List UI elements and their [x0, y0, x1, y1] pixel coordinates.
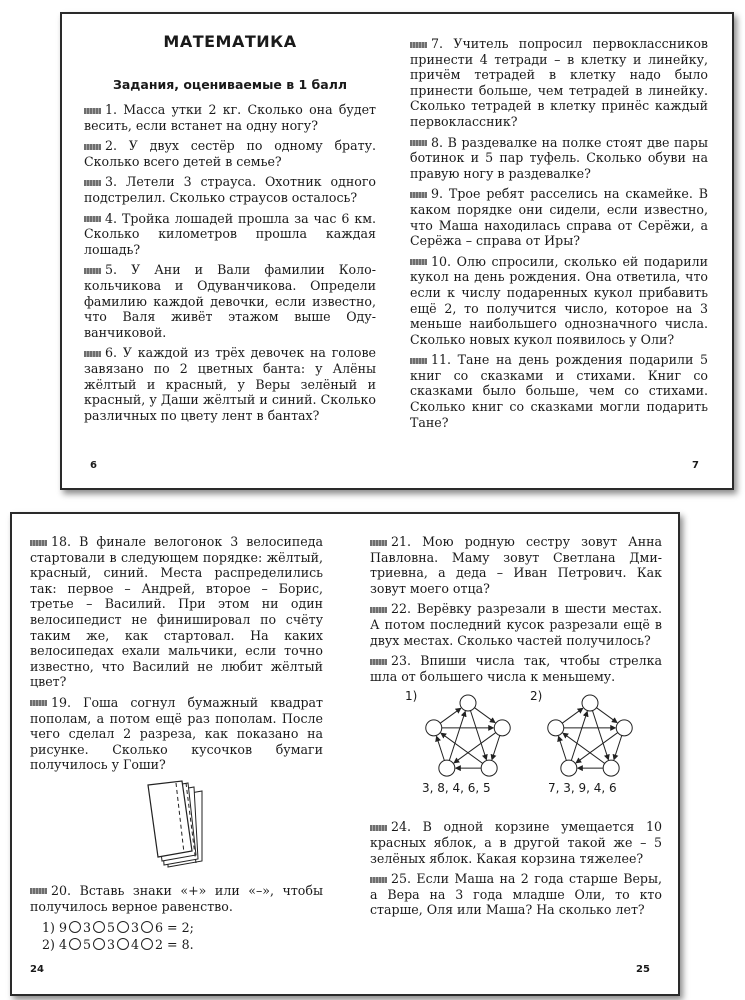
task-marker-icon	[84, 268, 101, 274]
task-item: 5. У Ани и Вали фамилии Колокольчикова и Одуванчикова. Определи фамилию каждой девочки, если известно, что Валя живёт этажом выше Одуванчиковой.	[84, 262, 376, 340]
equation-1: 1) 9 3 5 3 6 = 2;	[42, 920, 194, 936]
task-marker-icon	[370, 877, 387, 883]
page-title: МАТЕМАТИКА	[163, 32, 297, 51]
top-spread	[60, 12, 734, 490]
task-marker-icon	[370, 540, 387, 546]
task-item: 8. В раздевалке на полке стоят две пары ботинок и 5 пар туфель. Сколько обуви на правую ногу в раздевалке?	[410, 134, 708, 181]
equation-2: 2) 4 5 3 4 2 = 8.	[42, 937, 194, 953]
page-6	[84, 32, 376, 428]
task-marker-icon	[370, 659, 387, 665]
task-20: 20. Вставь знаки «+» или «–», чтобы получилось верное равенство.	[30, 882, 323, 914]
task-marker-icon	[30, 540, 47, 546]
graph-diagrams	[370, 689, 662, 801]
graph-arrow	[437, 737, 445, 761]
task-item: 21. Мою родную сестру зовут Анна Павловна. Маму зовут Светлана Дмитриевна, а деда – Иван Петрович. Как зовут моего отца?	[370, 534, 662, 596]
sign-slot[interactable]	[117, 921, 129, 933]
page-24	[30, 534, 323, 953]
graph-arrow	[470, 711, 486, 760]
graph-arrow	[492, 736, 500, 760]
sign-slot[interactable]	[141, 938, 153, 950]
task-marker-icon	[370, 607, 387, 613]
graph-arrow	[563, 734, 605, 764]
task-19: 19. Гоша согнул бумажный квадрат пополам, а потом ещё раз пополам. После чего сделал 2 разреза, как показано на рисунке. Сколько кусочков бумаги получилось у Гоши?	[30, 694, 323, 773]
task-marker-icon	[410, 140, 427, 146]
task-marker-icon	[84, 180, 101, 186]
diagram-1-numbers: 3, 8, 4, 6, 5	[422, 781, 491, 796]
page-number-24: 24	[30, 964, 44, 975]
task-item: 6. У каждой из трёх девочек на голове завязано по 2 цветных банта: у Алёны жёлтый и красный, у Веры зелёный и красный, у Даши жёлтый и синий. Сколько различных по цвету лент в бантах?	[84, 345, 376, 423]
task-marker-icon	[410, 42, 427, 48]
task-marker-icon	[410, 259, 427, 265]
task-item: 25. Если Маша на 2 года старше Веры, а Вера на 3 года младше Оли, то кто старше, Оля или Маша? На сколько лет?	[370, 871, 662, 918]
graph-arrow	[596, 708, 616, 723]
graph-arrow	[440, 709, 460, 724]
task-item: 3. Летели 3 страуса. Охотник одного подстрелил. Сколько страусов осталось?	[84, 174, 376, 205]
graph-node	[561, 760, 577, 776]
graph-node	[460, 695, 476, 711]
folded-paper-figure	[30, 779, 323, 873]
graph-arrow	[571, 712, 587, 761]
graph-node	[494, 720, 510, 736]
task-item: 4. Тройка лошадей прошла за час 6 км. Сколько километров прошла каждая лошадь?	[84, 210, 376, 257]
task-item: 1. Масса утки 2 кг. Сколько она будет весить, если встанет на одну ногу?	[84, 102, 376, 133]
graph-node	[548, 720, 564, 736]
task-item: 23. Впиши числа так, чтобы стрелка шла от большего числа к меньшему.	[370, 653, 662, 684]
diagram-2-label: 2)	[530, 689, 543, 704]
task-marker-icon	[410, 358, 427, 364]
graph-node	[582, 695, 598, 711]
task-marker-icon	[84, 144, 101, 150]
task-marker-icon	[84, 216, 101, 222]
page-25	[370, 534, 662, 923]
task-marker-icon	[410, 192, 427, 198]
task-item: 10. Олю спросили, сколько ей подарили кукол на день рождения. Она ответила, что если к числу подаренных кукол прибавить ещё 2, то получится число, которое на 3 меньше наибольшего однозначного числа. Сколько новых кукол появилось у Оли?	[410, 253, 708, 347]
task-item: 9. Трое ребят расселись на скамейке. В каком порядке они сидели, если известно, что Маша находилась справа от Серёжи, а Серёжа – справа от Иры?	[410, 186, 708, 249]
graph-arrow	[614, 736, 622, 760]
task-item: 24. В одной корзине умещается 10 красных яблок, а в другой такой же – 5 зелёных яблок. Какая корзина тяжелее?	[370, 819, 662, 866]
graph-arrow	[592, 711, 608, 760]
task-item: 11. Тане на день рождения подарили 5 книг со сказками и стихами. Книг со сказками было больше, чем со стихами. Сколько книг со сказками могли подарить Тане?	[410, 352, 708, 430]
task-marker-icon	[30, 888, 47, 894]
section-subtitle: Задания, оцениваемые в 1 балл	[112, 77, 348, 92]
page-number-7: 7	[692, 460, 699, 471]
sign-slot[interactable]	[93, 938, 105, 950]
arrow-graph-2	[540, 693, 640, 781]
page-7	[410, 36, 708, 435]
task-item: 22. Верёвку разрезали в шести местах. А потом последний кусок разрезали ещё в двух местах. Сколько частей получилось?	[370, 601, 662, 648]
task-marker-icon	[370, 825, 387, 831]
sign-slot[interactable]	[117, 938, 129, 950]
graph-node	[603, 760, 619, 776]
diagram-1-label: 1)	[405, 689, 418, 704]
task-marker-icon	[30, 700, 47, 706]
sign-slot[interactable]	[93, 921, 105, 933]
task-marker-icon	[84, 108, 101, 114]
sign-slot[interactable]	[69, 921, 81, 933]
task-item: 2. У двух сестёр по одному брату. Сколько всего детей в семье?	[84, 138, 376, 169]
task-marker-icon	[84, 351, 101, 357]
task-item: 7. Учитель попросил первоклассников принести 4 тетради – в клетку и линейку, причём тетрадей в клетку надо было принести больше, чем тетрадей в линейку. Сколько тетрадей в клетку принёс каждый первоклассник?	[410, 36, 708, 129]
bottom-spread	[10, 512, 680, 996]
sign-slot[interactable]	[69, 938, 81, 950]
graph-node	[426, 720, 442, 736]
sign-slot[interactable]	[141, 921, 153, 933]
graph-node	[616, 720, 632, 736]
graph-arrow	[474, 708, 494, 723]
graph-node	[439, 760, 455, 776]
arrow-graph-1	[418, 693, 518, 781]
graph-arrow	[441, 734, 483, 764]
page-number-6: 6	[90, 460, 97, 471]
graph-arrow	[562, 709, 582, 724]
graph-arrow	[559, 737, 567, 761]
diagram-2-numbers: 7, 3, 9, 4, 6	[548, 781, 617, 796]
graph-arrow	[449, 712, 465, 761]
graph-node	[481, 760, 497, 776]
task-18: 18. В финале велогонок 3 велосипеда стартовали в следующем порядке: жёлтый, красный, синий. Места распределились так: первое – Андрей, второе – Борис, третье – Василий. При этом ни один велосипедист не финишировал по счёту таким же, как стартовал. На каких велосипедах ехали мальчики, если точно известно, что Василий не любит жёлтый цвет?	[30, 534, 323, 690]
page-number-25: 25	[636, 964, 650, 975]
